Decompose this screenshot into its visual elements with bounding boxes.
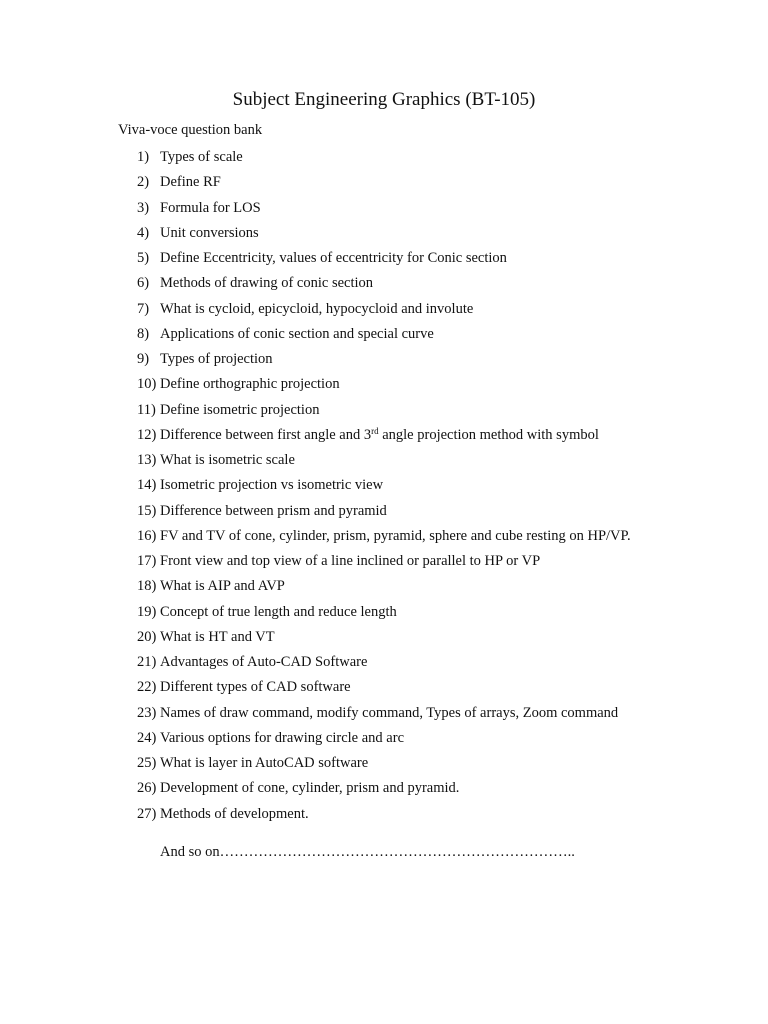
question-number: 23) <box>137 704 157 721</box>
question-number: 20) <box>137 628 157 645</box>
question-number: 13) <box>137 452 157 468</box>
question-number: 18) <box>137 578 157 595</box>
question-number: 4) <box>137 224 150 241</box>
document-subtitle: Viva-voce question bank <box>118 122 263 138</box>
question-text: Types of scale <box>160 149 243 165</box>
question-text: Applications of conic section and special curve <box>160 325 434 342</box>
question-text: What is isometric scale <box>160 452 295 468</box>
superscript: rd <box>371 425 379 436</box>
question-number: 17) <box>137 553 157 569</box>
question-number: 9) <box>137 351 150 367</box>
question-text: Define RF <box>160 174 221 191</box>
question-number: 21) <box>137 654 157 670</box>
question-number: 16) <box>137 527 157 544</box>
question-text: Different types of CAD software <box>160 679 351 696</box>
question-number: 11) <box>137 401 156 418</box>
question-text: Front view and top view of a line inclined or parallel to HP or VP <box>160 553 541 569</box>
question-text: Formula for LOS <box>160 199 261 216</box>
question-text: FV and TV of cone, cylinder, prism, pyramid, sphere and cube resting on HP/VP. <box>160 527 631 544</box>
question-text: Advantages of Auto-CAD Software <box>160 654 368 670</box>
closing-text: And so on……………………………………………………………….. <box>160 843 575 860</box>
question-text-part: angle projection method with symbol <box>378 426 599 443</box>
question-text <box>160 426 599 444</box>
question-number: 5) <box>137 250 150 266</box>
question-number: 6) <box>137 275 150 292</box>
question-text: Define orthographic projection <box>160 376 340 393</box>
question-number: 19) <box>137 603 157 620</box>
question-text: What is layer in AutoCAD software <box>160 755 369 771</box>
question-text: Types of projection <box>160 351 273 367</box>
question-number: 12) <box>137 426 157 443</box>
question-number: 15) <box>137 502 157 519</box>
question-text: Define isometric projection <box>160 401 320 418</box>
question-number: 3) <box>137 199 150 216</box>
question-number: 10) <box>137 376 157 393</box>
question-number: 7) <box>137 300 150 317</box>
question-text-part: Difference between first angle and 3 <box>160 426 372 443</box>
question-number: 2) <box>137 174 150 191</box>
question-text: Various options for drawing circle and arc <box>160 729 405 746</box>
question-number: 14) <box>137 477 157 494</box>
question-number: 25) <box>137 755 157 771</box>
question-text: Concept of true length and reduce length <box>160 603 397 620</box>
question-text: Methods of development. <box>160 805 309 822</box>
question-text: Methods of drawing of conic section <box>160 275 374 292</box>
question-number: 26) <box>137 780 157 797</box>
question-number: 22) <box>137 679 157 696</box>
question-number: 1) <box>137 149 150 165</box>
question-text: Difference between prism and pyramid <box>160 502 387 519</box>
question-text: Development of cone, cylinder, prism and pyramid. <box>160 780 460 797</box>
question-text: Define Eccentricity, values of eccentricity for Conic section <box>160 250 507 266</box>
question-number: 24) <box>137 729 157 746</box>
question-text: What is cycloid, epicycloid, hypocycloid and involute <box>160 300 474 317</box>
question-text: Isometric projection vs isometric view <box>160 477 384 494</box>
question-text: What is HT and VT <box>160 628 275 645</box>
question-number: 8) <box>137 325 150 342</box>
question-text: Unit conversions <box>160 224 259 241</box>
page-title: Subject Engineering Graphics (BT-105) <box>232 89 536 110</box>
question-text: Names of draw command, modify command, Types of arrays, Zoom command <box>160 704 619 721</box>
question-number: 27) <box>137 805 157 822</box>
question-text: What is AIP and AVP <box>160 578 285 595</box>
